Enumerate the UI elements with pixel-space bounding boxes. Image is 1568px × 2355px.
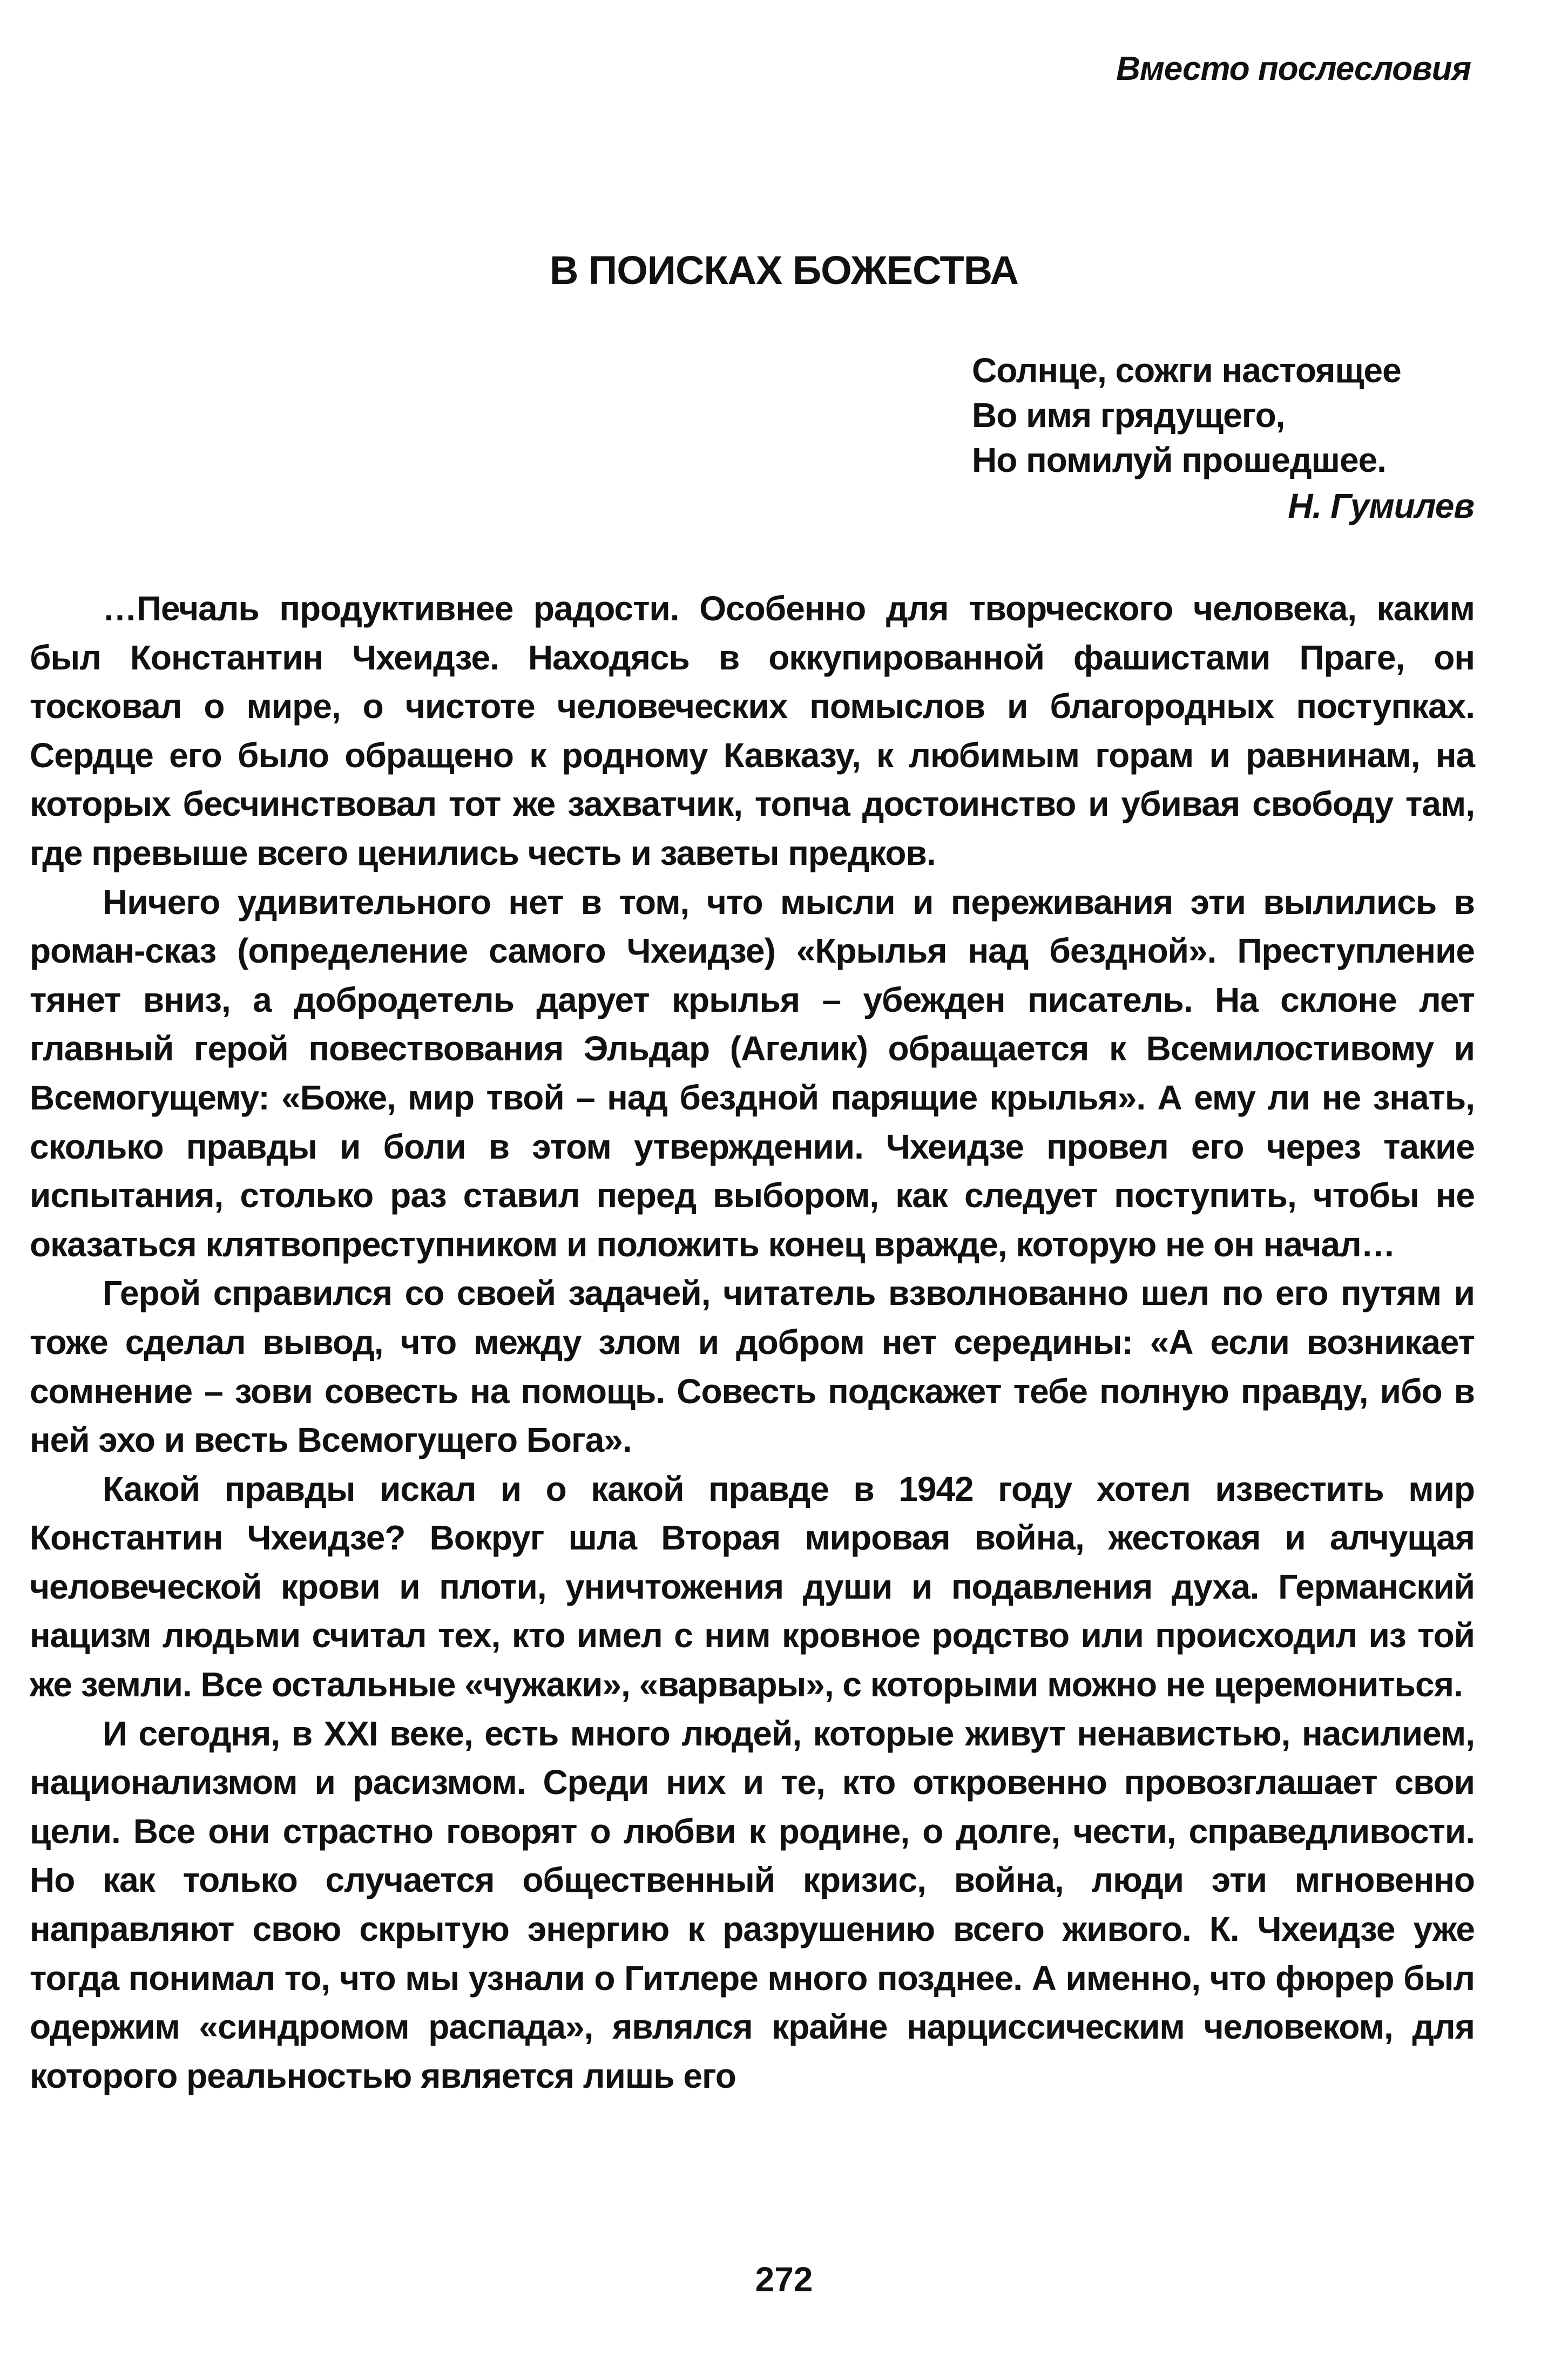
epigraph-line: Во имя грядущего, — [972, 396, 1285, 435]
body-text — [30, 584, 1475, 2100]
chapter-title: В ПОИСКАХ БОЖЕСТВА — [550, 248, 1018, 293]
paragraph: Ничего удивительного нет в том, что мысли и переживания эти вылились в роман-сказ (определение самого Чхеидзе) «Крылья над бездной». Преступление тянет вниз, а добродетель дарует крылья – убежден писатель. На склоне лет главный герой повествования Эльдар (Агелик) обращается к Всемилостивому и Всемогущему: «Боже, мир твой – над бездной парящие крылья». А ему ли не знать, сколько правды и боли в этом утверждении. Чхеидзе провел его через такие испытания, столько раз ставил перед выбором, как следует поступить, чтобы не оказаться клятвопреступником и положить конец вражде, которую не он начал… — [30, 882, 1475, 1264]
epigraph — [972, 348, 1474, 529]
paragraph: Герой справился со своей задачей, читатель взволнованно шел по его путям и тоже сделал вывод, что между злом и добром нет середины: «А если возникает сомнение – зови совесть на помощь. Совесть подскажет тебе полную правду, ибо в ней эхо и весть Всемогущего Бога». — [30, 1274, 1475, 1460]
epigraph-line: Но помилуй прошедшее. — [972, 441, 1386, 479]
paragraph: И сегодня, в XXI веке, есть много людей, которые живут ненавистью, насилием, национализмом и расизмом. Среди них и те, кто откровенно провозглашает свои цели. Все они страстно говорят о любви к родине, о долге, чести, справедливости. Но как только случается общественный кризис, война, люди эти мгновенно направляют свою скрытую энергию к разрушению всего живого. К. Чхеидзе уже тогда понимал то, что мы узнали о Гитлере много позднее. А именно, что фюрер был одержим «синдромом распада», являлся крайне нарциссическим человеком, для которого реальностью является лишь его — [30, 1714, 1475, 2095]
paragraph: …Печаль продуктивнее радости. Особенно для творческого человека, каким был Константин Чхеидзе. Находясь в оккупированной фашистами Праге, он тосковал о мире, о чистоте человеческих помыслов и благородных поступках. Сердце его было обращено к родному Кавказу, к любимым горам и равнинам, на которых бесчинствовал тот же захватчик, топча достоинство и убивая свободу там, где превыше всего ценились честь и заветы предков. — [30, 589, 1475, 872]
page-number: 272 — [755, 2260, 813, 2299]
running-head: Вместо послесловия — [1116, 50, 1471, 87]
epigraph-line: Солнце, сожги настоящее — [972, 351, 1401, 390]
epigraph-author: Н. Гумилев — [1288, 486, 1474, 525]
paragraph: Какой правды искал и о какой правде в 1942 году хотел известить мир Константин Чхеидзе? Вокруг шла Вторая мировая война, жестокая и алчущая человеческой крови и плоти, уничтожения души и подавления духа. Германский нацизм людьми считал тех, кто имел с ним кровное родство или происходил из той же земли. Все остальные «чужаки», «варвары», с которыми можно не церемониться. — [30, 1469, 1475, 1704]
